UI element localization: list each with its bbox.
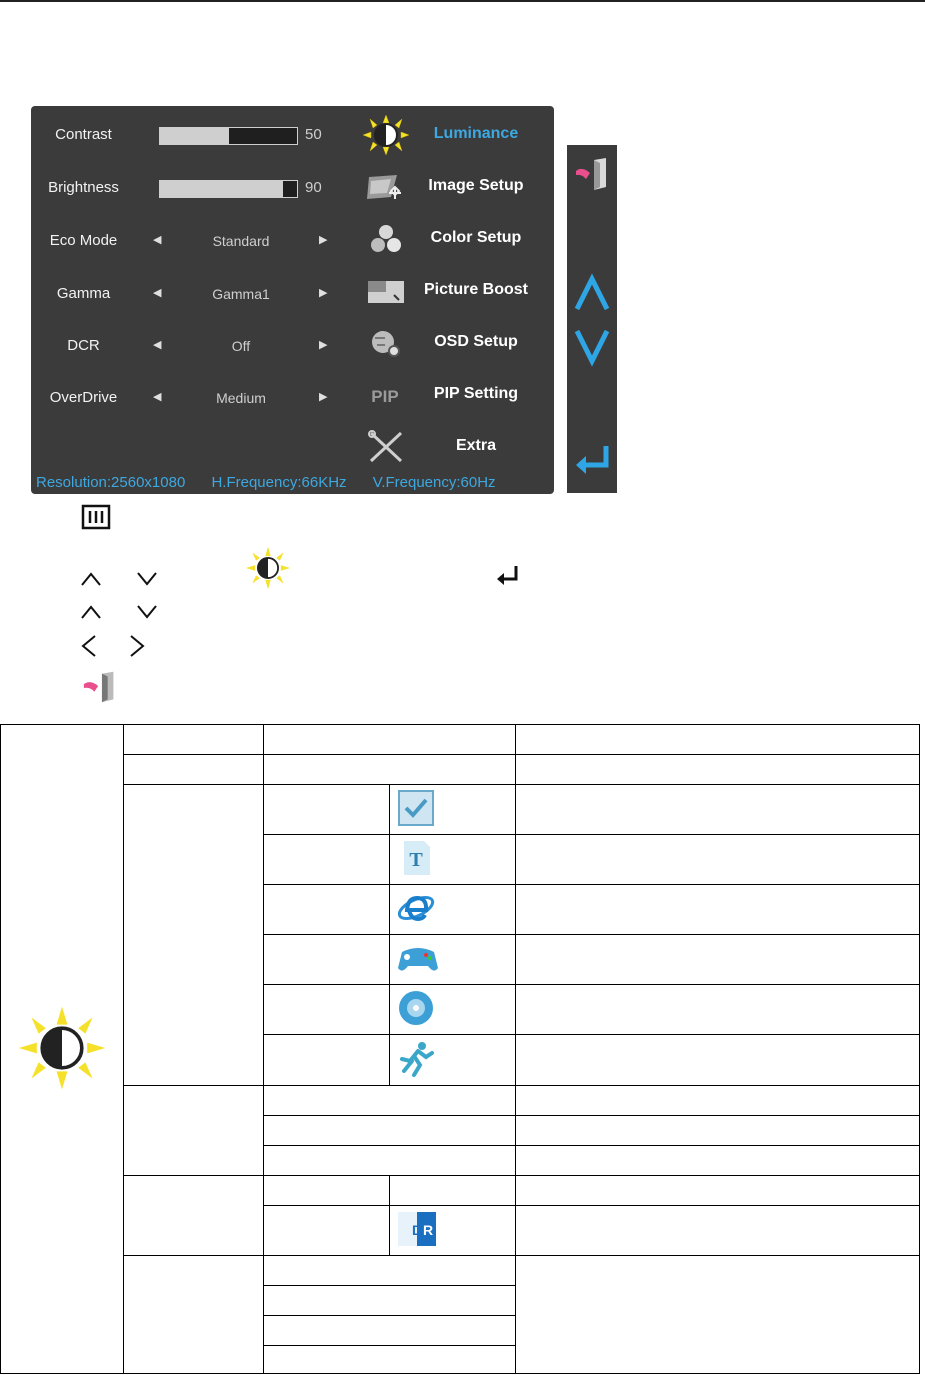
- table-icon-cell: [389, 1206, 515, 1256]
- game-mode-icon: [396, 938, 440, 978]
- table-cell: [123, 1086, 263, 1176]
- left-arrow-icon[interactable]: ◀: [153, 391, 162, 403]
- menu-osd-setup[interactable]: [361, 323, 551, 363]
- exit-icon[interactable]: [572, 157, 614, 191]
- table-cell: [123, 1256, 263, 1374]
- table-cell: [263, 785, 389, 835]
- enter-icon: [495, 564, 521, 588]
- menu-luminance[interactable]: [361, 115, 551, 155]
- up-icon: [80, 570, 102, 588]
- standard-mode-icon: [396, 788, 436, 828]
- table-cell: [263, 935, 389, 985]
- gamma-row[interactable]: [31, 279, 361, 309]
- table-cell: [263, 835, 389, 885]
- text-mode-icon: [396, 838, 436, 878]
- luminance-spec-table: [0, 724, 920, 1374]
- menu-luminance-label: Luminance: [433, 125, 519, 142]
- eco-mode-row[interactable]: [31, 226, 361, 256]
- table-icon-cell: [389, 785, 515, 835]
- table-cell: [389, 1176, 515, 1206]
- menu-image-setup-label: Image Setup: [428, 177, 524, 194]
- menu-extra[interactable]: [361, 427, 551, 467]
- table-cell: [263, 1316, 515, 1346]
- down-arrow-icon[interactable]: [574, 327, 610, 367]
- menu-pip-setting-label: PIP Setting: [433, 385, 519, 402]
- overdrive-value: Medium: [216, 390, 266, 406]
- menu-picture-boost-label: Picture Boost: [423, 281, 528, 298]
- luminance-icon: [361, 115, 411, 155]
- dcr-row[interactable]: [31, 331, 361, 361]
- table-cell: [515, 1206, 920, 1256]
- table-cell: [515, 1146, 920, 1176]
- overdrive-row[interactable]: [31, 383, 361, 413]
- dcr-value: Off: [231, 338, 251, 354]
- menu-color-setup[interactable]: [361, 219, 551, 259]
- left-arrow-icon[interactable]: ◀: [153, 234, 162, 246]
- osd-setup-icon: [361, 323, 411, 363]
- right-arrow-icon[interactable]: ▶: [319, 287, 328, 299]
- table-cell: [515, 785, 920, 835]
- table-cell: [263, 1146, 515, 1176]
- contrast-value: 50: [305, 126, 322, 143]
- svg-text:PIP: PIP: [371, 387, 399, 406]
- eco-mode-label: Eco Mode: [49, 232, 118, 249]
- extra-tools-icon: [361, 427, 411, 467]
- table-icon-cell: [389, 885, 515, 935]
- table-cell: [515, 835, 920, 885]
- table-cell: [263, 885, 389, 935]
- right-arrow-icon[interactable]: ▶: [319, 339, 328, 351]
- luminance-icon: [17, 1003, 107, 1093]
- menu-button-icon: [81, 504, 111, 530]
- menu-osd-setup-label: OSD Setup: [434, 333, 518, 350]
- brightness-row[interactable]: [31, 173, 361, 203]
- status-bar: [36, 474, 518, 491]
- table-cell: [515, 1256, 920, 1374]
- gamma-value: Gamma1: [212, 286, 270, 302]
- table-cell: [515, 1176, 920, 1206]
- up-arrow-icon[interactable]: [574, 273, 610, 313]
- table-icon-cell: [389, 1035, 515, 1086]
- dcr-icon: [396, 1210, 438, 1248]
- right-icon: [128, 634, 146, 658]
- left-icon: [80, 634, 98, 658]
- internet-mode-icon: [396, 888, 436, 928]
- table-cell: [123, 725, 263, 755]
- table-icon-cell: [389, 935, 515, 985]
- left-arrow-icon[interactable]: ◀: [153, 339, 162, 351]
- svg-text:T: T: [408, 849, 423, 871]
- table-cell: [515, 725, 920, 755]
- pip-icon: [361, 375, 411, 415]
- down-icon: [136, 570, 158, 588]
- table-cell: [123, 1176, 263, 1256]
- menu-color-setup-label: Color Setup: [430, 229, 522, 246]
- table-cell: [515, 1035, 920, 1086]
- gamma-label: Gamma: [56, 285, 111, 302]
- table-icon-cell: [389, 985, 515, 1035]
- table-cell: [123, 785, 263, 1086]
- table-cell: [263, 1035, 389, 1086]
- menu-image-setup[interactable]: [361, 167, 551, 207]
- v-frequency-text: V.Frequency:60Hz: [372, 474, 496, 491]
- table-cell: [263, 1346, 515, 1374]
- contrast-row[interactable]: [31, 120, 361, 150]
- down-icon: [136, 603, 158, 621]
- table-cell: [263, 985, 389, 1035]
- eco-mode-value: Standard: [212, 233, 270, 249]
- brightness-value: 90: [305, 179, 322, 196]
- table-cell: [123, 755, 263, 785]
- exit-icon: [81, 670, 121, 704]
- table-cell: [515, 885, 920, 935]
- sun-contrast-icon: [245, 546, 291, 590]
- table-cell: [263, 1116, 515, 1146]
- resolution-text: Resolution:2560x1080: [36, 474, 186, 491]
- brightness-label: Brightness: [48, 179, 119, 196]
- table-cell: [263, 1176, 389, 1206]
- image-setup-icon: [361, 167, 411, 207]
- table-cell: [263, 755, 515, 785]
- table-cell: [263, 1206, 389, 1256]
- section-icon-cell: [1, 725, 124, 1374]
- overdrive-label: OverDrive: [49, 389, 118, 406]
- brightness-slider[interactable]: [159, 180, 298, 198]
- enter-icon[interactable]: [574, 443, 612, 479]
- sports-mode-icon: [396, 1039, 436, 1079]
- osd-key-bar: [567, 145, 617, 493]
- up-icon: [80, 603, 102, 621]
- menu-pip-setting[interactable]: [361, 375, 551, 415]
- h-frequency-text: H.Frequency:66KHz: [211, 474, 347, 491]
- menu-extra-label: Extra: [455, 437, 497, 454]
- menu-picture-boost[interactable]: [361, 271, 551, 311]
- table-cell: [515, 935, 920, 985]
- table-icon-cell: [389, 835, 515, 885]
- table-cell: [515, 1116, 920, 1146]
- osd-menu: [31, 106, 554, 494]
- contrast-slider[interactable]: [159, 127, 298, 145]
- table-cell: [263, 725, 515, 755]
- movie-mode-icon: [396, 988, 436, 1028]
- table-cell: [263, 1286, 515, 1316]
- right-arrow-icon[interactable]: ▶: [319, 391, 328, 403]
- color-setup-icon: [361, 219, 411, 259]
- table-cell: [263, 1086, 515, 1116]
- table-cell: [515, 755, 920, 785]
- page-top-rule: [0, 0, 925, 2]
- svg-text:R: R: [422, 1222, 433, 1238]
- dcr-label: DCR: [67, 337, 100, 354]
- table-cell: [263, 1256, 515, 1286]
- svg-text:D: D: [411, 1222, 422, 1238]
- table-cell: [515, 985, 920, 1035]
- contrast-label: Contrast: [55, 126, 112, 143]
- picture-boost-icon: [361, 271, 411, 311]
- table-cell: [515, 1086, 920, 1116]
- right-arrow-icon[interactable]: ▶: [319, 234, 328, 246]
- left-arrow-icon[interactable]: ◀: [153, 287, 162, 299]
